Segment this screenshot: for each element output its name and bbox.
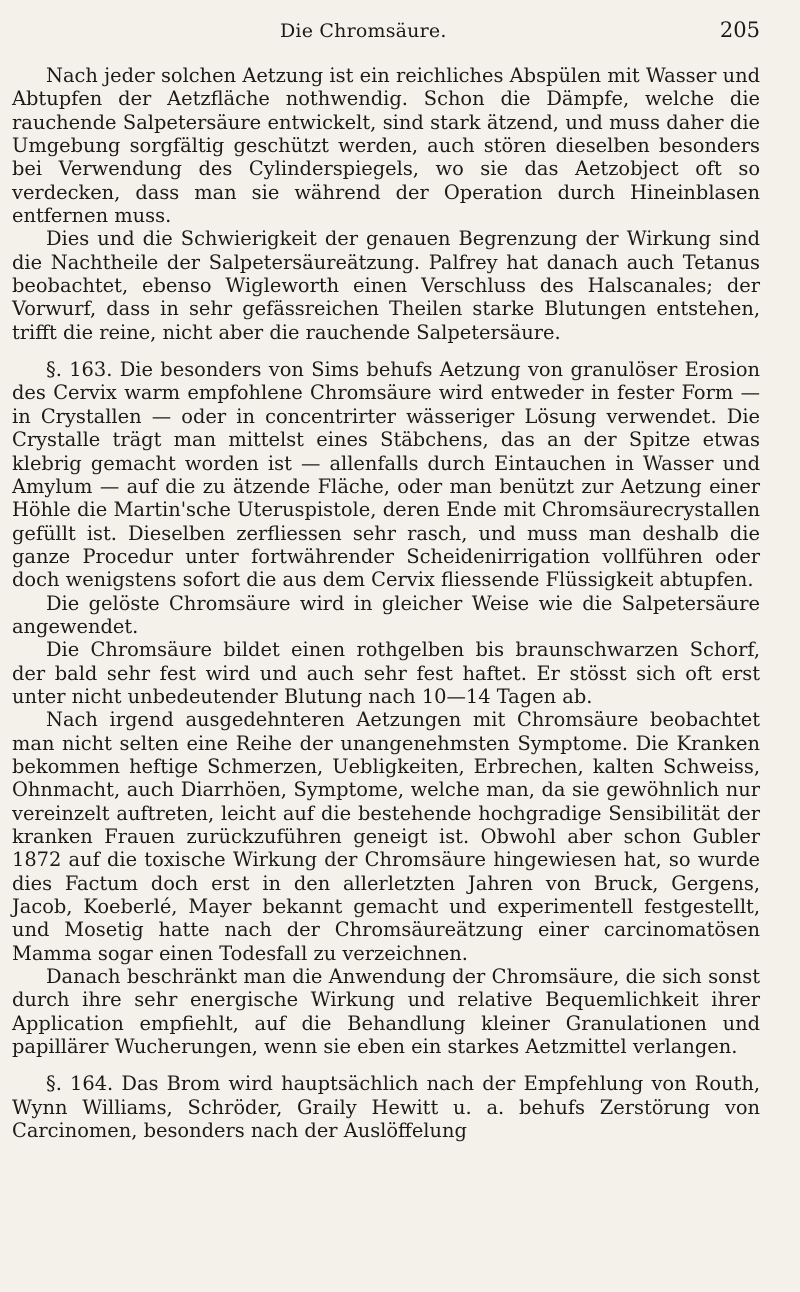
paragraph-schorf: Die Chromsäure bildet einen rothgelben bis braunschwarzen Schorf, der bald sehr fest wird und auch sehr fest haftet. Er stösst sich oft erst unter nicht unbedeutender Blutung nach 10—14 Tagen ab.: [12, 638, 760, 708]
page-number: 205: [719, 18, 760, 42]
paragraph-section-164: §. 164. Das Brom wird hauptsächlich nach der Empfehlung von Routh, Wynn Williams, Schröder, Graily Hewitt u. a. behufs Zerstörung von Carcinomen, besonders nach der Auslöffelung: [12, 1072, 760, 1143]
paragraph-symptome: Nach irgend ausgedehnteren Aetzungen mit Chromsäure beobachtet man nicht selten eine Reihe der unangenehmsten Symptome. Die Kranken bekommen heftige Schmerzen, Uebligkeiten, Erbrechen, kalten Schweiss, Ohnmacht, auch Diarrhöen, Symptome, welche man, da sie gewöhnlich nur vereinzelt auftreten, leicht auf die bestehende hochgradige Sensibilität der kranken Frauen zurückzuführen geneigt ist. Obwohl aber schon Gubler 1872 auf die toxische Wirkung der Chromsäure hingewiesen hat, so wurde dies Factum doch erst in den allerletzten Jahren von Bruck, Gergens, Jacob, Koeberlé, Mayer bekannt gemacht und experimentell festgestellt, und Mosetig hatte nach der Chromsäureätzung einer carcinomatösen Mamma sogar einen Todesfall zu verzeichnen.: [12, 708, 760, 965]
paragraph-nachtheile: Dies und die Schwierigkeit der genauen Begrenzung der Wirkung sind die Nachtheile der Salpetersäureätzung. Palfrey hat danach auch Tetanus beobachtet, ebenso Wigleworth einen Verschluss des Halscanales; der Vorwurf, dass in sehr gefässreichen Theilen starke Blutungen entstehen, trifft die reine, nicht aber die rauchende Salpetersäure.: [12, 227, 760, 344]
page-header: [12, 18, 760, 52]
paragraph-aetzung-abspuelen: Nach jeder solchen Aetzung ist ein reichliches Abspülen mit Wasser und Abtupfen der Aetzfläche nothwendig. Schon die Dämpfe, welche die rauchende Salpetersäure entwickelt, sind stark ätzend, und muss daher die Umgebung sorgfältig geschützt werden, auch stören dieselben besonders bei Verwendung des Cylinderspiegels, wo sie das Aetzobject oft so verdecken, dass man sie während der Operation durch Hineinblasen entfernen muss.: [12, 64, 760, 228]
body-text: [12, 64, 760, 1142]
paragraph-geloeste-chromsaeure: Die gelöste Chromsäure wird in gleicher Weise wie die Salpetersäure angewendet.: [12, 591, 760, 638]
paragraph-anwendung: Danach beschränkt man die Anwendung der Chromsäure, die sich sonst durch ihre sehr energische Wirkung und relative Bequemlichkeit ihrer Application empfiehlt, auf die Behandlung kleiner Granulationen und papillärer Wucherungen, wenn sie eben ein starkes Aetzmittel verlangen.: [12, 965, 760, 1059]
paragraph-section-163: §. 163. Die besonders von Sims behufs Aetzung von granulöser Erosion des Cervix warm empfohlene Chromsäure wird entweder in fester Form — in Crystallen — oder in concentrirter wässeriger Lösung verwendet. Die Crystalle trägt man mittelst eines Stäbchens, das an der Spitze etwas klebrig gemacht worden ist — allenfalls durch Eintauchen in Wasser und Amylum — auf die zu ätzende Fläche, oder man benützt zur Aetzung einer Höhle die Martin'sche Uteruspistole, deren Ende mit Chromsäurecrystallen gefüllt ist. Dieselben zerfliessen sehr rasch, und muss man deshalb die ganze Procedur unter fortwährender Scheidenirrigation vollführen oder doch wenigstens sofort die aus dem Cervix fliessende Flüssigkeit abtupfen.: [12, 358, 760, 592]
running-title: Die Chromsäure.: [280, 20, 447, 42]
